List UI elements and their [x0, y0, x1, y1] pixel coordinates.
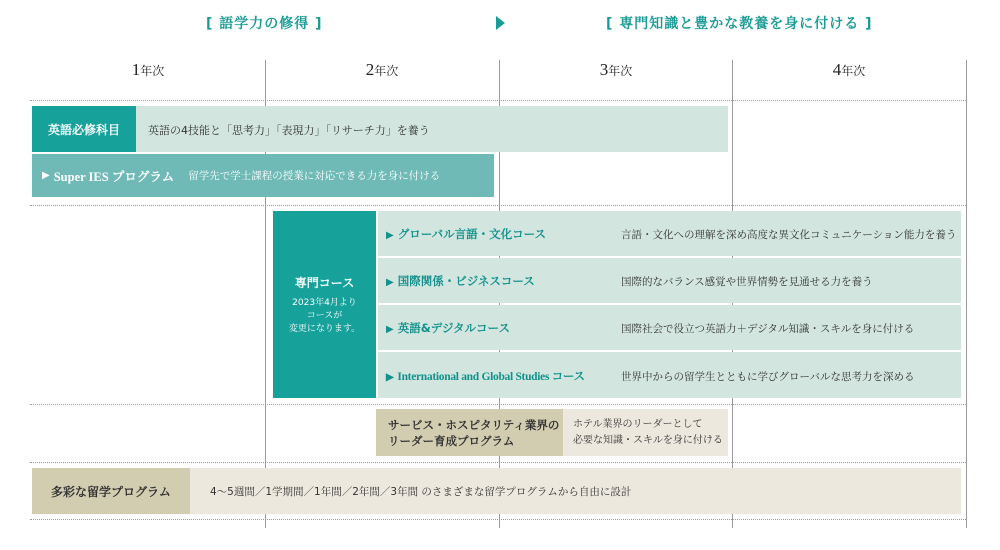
divider-row-2: [30, 205, 966, 206]
course-name-text: グローバル言語・文化コース: [397, 227, 547, 241]
course-desc: 世界中からの留学生とともに学びグローバルな思考力を深める: [621, 371, 915, 383]
hospitality-title-line-1: サービス・ホスピタリティ業界の: [388, 417, 560, 432]
hospitality-desc-box: [563, 409, 728, 456]
course-triangle-icon: ▶: [386, 372, 394, 383]
hospitality-desc-line-2: 必要な知識・スキルを身に付ける: [573, 434, 723, 446]
specialized-course-title: 専門コース: [294, 275, 355, 290]
divider-row-1: [30, 100, 966, 101]
english-required-label-box: [32, 106, 136, 152]
phase-arrow-icon: [496, 16, 505, 30]
phase-specialty-label: [ 専門知識と豊かな教養を身に付ける ]: [606, 16, 873, 32]
course-row: [378, 211, 961, 256]
course-name: [386, 320, 510, 336]
hospitality-desc-line-1: ホテル業界のリーダーとして: [573, 418, 703, 430]
super-ies-desc: 留学先で学士課程の授業に対応できる力を身に付ける: [188, 170, 441, 182]
course-triangle-icon: ▶: [386, 277, 394, 288]
year-2-header: [322, 60, 442, 80]
course-row: [378, 305, 961, 350]
english-required-label: 英語必修科目: [47, 122, 120, 137]
year-1-number: 1: [131, 60, 141, 79]
year-4-number: 4: [832, 60, 842, 79]
study-abroad-label-box: [32, 468, 190, 514]
divider-row-4: [30, 462, 966, 463]
course-desc: 国際的なバランス感覚や世界情勢を見通せる力を養う: [621, 276, 873, 288]
phase-language-label: [ 語学力の修得 ]: [206, 16, 323, 32]
course-name: [386, 368, 585, 384]
specialized-note-line-1: 2023年4月より: [292, 297, 357, 308]
year-3-suffix: 年次: [608, 64, 633, 78]
course-desc: 言語・文化への理解を深め高度な異文化コミュニケーション能力を養う: [621, 229, 957, 241]
hospitality-program-box: [376, 409, 563, 456]
course-triangle-icon: ▶: [386, 230, 394, 241]
course-name-text: International and Global Studies コース: [397, 371, 585, 383]
course-name-text: 英語&デジタルコース: [397, 321, 510, 335]
grid-line-end: [966, 60, 967, 528]
year-2-number: 2: [365, 60, 375, 79]
divider-row-3: [30, 404, 966, 405]
super-ies-label: Super IES プログラム: [53, 169, 175, 184]
specialized-note-line-2: コースが: [306, 310, 343, 321]
course-name: [386, 226, 546, 242]
course-row: [378, 352, 961, 398]
study-abroad-desc: 4～5週間／1学期間／1年間／2年間／3年間 のさまざまな留学プログラムから自由に設計: [210, 486, 632, 498]
course-desc: 国際社会で役立つ英語力＋デジタル知識・スキルを身に付ける: [621, 323, 915, 335]
course-triangle-icon: ▶: [386, 324, 394, 335]
year-4-suffix: 年次: [841, 64, 866, 78]
super-ies-bar: [32, 154, 494, 197]
year-1-header: [88, 60, 208, 80]
specialized-note-line-3: 変更になります。: [288, 323, 361, 334]
year-2-suffix: 年次: [374, 64, 399, 78]
divider-row-5: [30, 519, 966, 520]
year-1-suffix: 年次: [140, 64, 165, 78]
english-required-desc: 英語の4技能と「思考力」「表現力」「リサーチ力」を養う: [148, 124, 430, 137]
super-ies-triangle-icon: ▶: [42, 170, 50, 181]
year-3-header: [556, 60, 676, 80]
course-row: [378, 258, 961, 303]
year-4-header: [789, 60, 909, 80]
specialized-course-box: [273, 211, 376, 398]
hospitality-title-line-2: リーダー育成プログラム: [388, 433, 515, 448]
year-3-number: 3: [599, 60, 609, 79]
study-abroad-label: 多彩な留学プログラム: [51, 484, 171, 499]
course-name-text: 国際関係・ビジネスコース: [397, 274, 535, 288]
course-name: [386, 273, 535, 289]
